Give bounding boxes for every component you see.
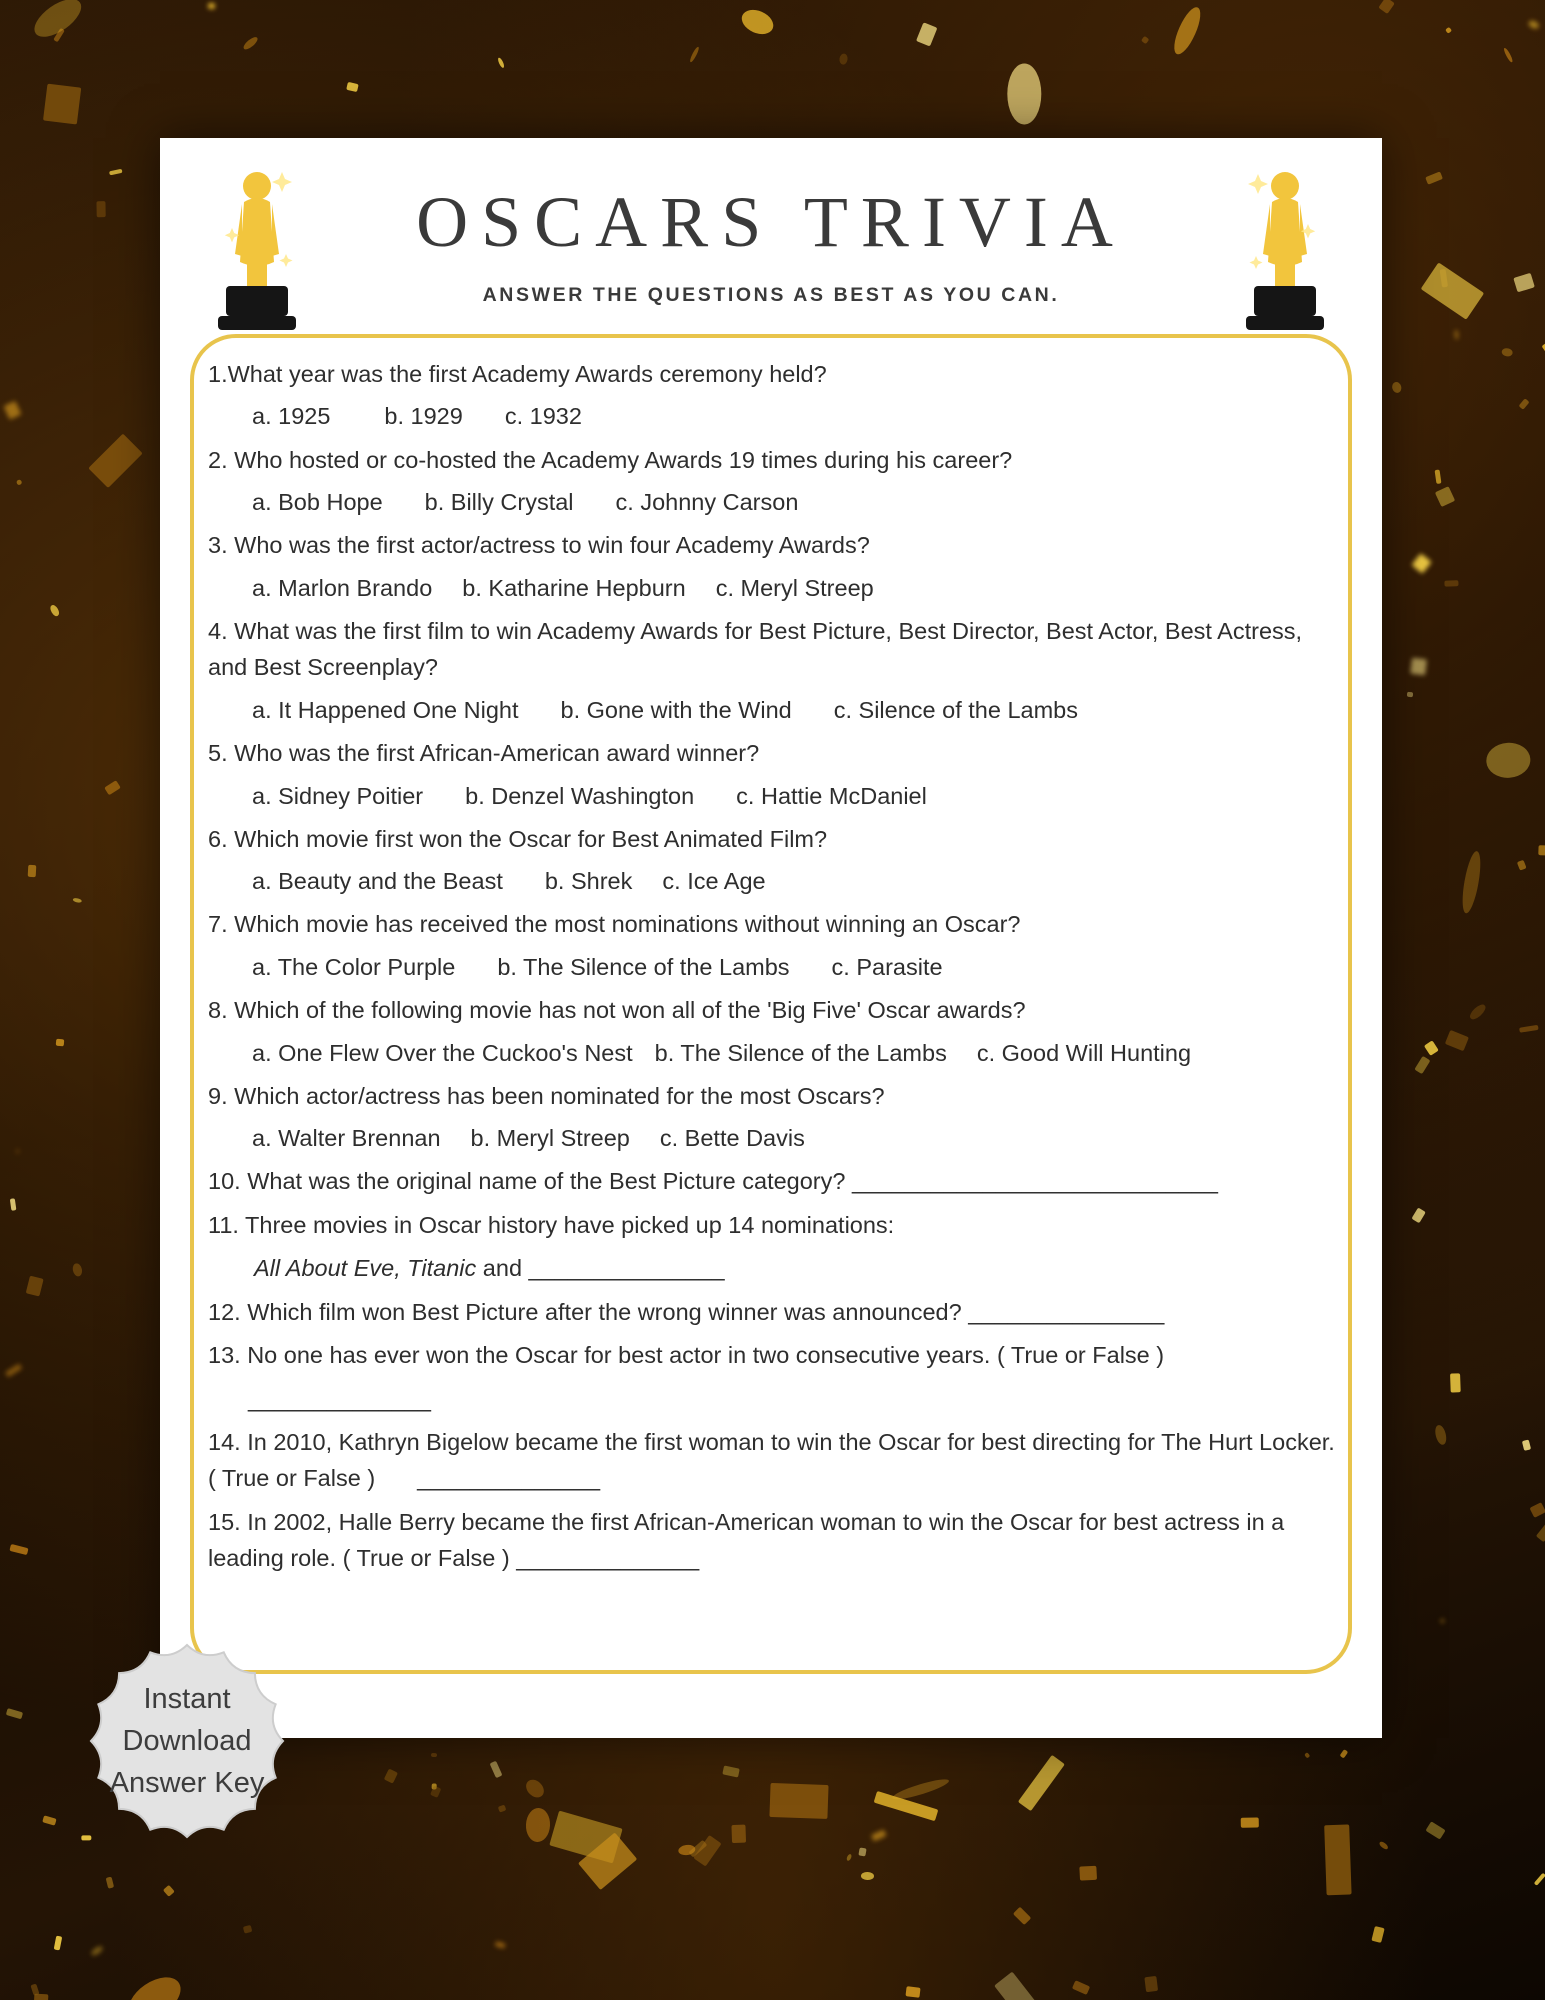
instant-download-badge xyxy=(76,1630,298,1852)
option[interactable]: b. Shrek xyxy=(544,868,633,895)
option[interactable]: a. It Happened One Night xyxy=(252,696,519,723)
oscar-statuette-icon xyxy=(1230,158,1340,358)
option[interactable]: b. The Silence of the Lambs xyxy=(654,1039,947,1066)
option[interactable]: b. Gone with the Wind xyxy=(560,696,792,723)
option[interactable]: a. Sidney Poitier xyxy=(252,782,424,809)
question-text: 4. What was the first film to win Academy Awards for Best Picture, Best Director, Best Actor, Best Actress, and Best Screenplay? xyxy=(208,618,1303,681)
option[interactable]: b. 1929 xyxy=(384,403,463,430)
question-text: 2. Who hosted or co-hosted the Academy Awards 19 times during his career? xyxy=(208,446,1013,473)
option[interactable]: a. Bob Hope xyxy=(252,489,383,516)
option[interactable]: c. Silence of the Lambs xyxy=(833,696,1078,723)
question-true-false: 13. No one has ever won the Oscar for best actor in two consecutive years. ( True or False ) xyxy=(208,1342,1165,1369)
option[interactable]: b. Denzel Washington xyxy=(465,782,695,809)
question-fill-blank[interactable]: 10. What was the original name of the Best Picture category? ____________________________ xyxy=(208,1168,1218,1195)
question-options xyxy=(208,950,1336,985)
option[interactable]: b. Meryl Streep xyxy=(470,1125,630,1152)
option[interactable]: c. Meryl Streep xyxy=(715,574,874,601)
question-text: 3. Who was the first actor/actress to win four Academy Awards? xyxy=(208,532,870,559)
question-true-false: 14. In 2010, Kathryn Bigelow became the first woman to win the Oscar for best directing for The Hurt Locker. ( True or False ) ______________ xyxy=(208,1429,1335,1492)
answer-blank[interactable]: ______________ xyxy=(248,1385,431,1412)
badge-line-2: Download xyxy=(122,1724,252,1757)
question-options xyxy=(208,693,1336,728)
question-fill-blank[interactable]: All About Eve, Titanic and _______________ xyxy=(254,1255,725,1282)
worksheet-header xyxy=(160,138,1382,338)
option[interactable]: c. Hattie McDaniel xyxy=(736,782,927,809)
quiz-body xyxy=(208,356,1336,1584)
question-options xyxy=(208,399,1336,434)
option[interactable]: b. Katharine Hepburn xyxy=(462,574,686,601)
option[interactable]: c. Ice Age xyxy=(662,868,766,895)
question-text: 11. Three movies in Oscar history have picked up 14 nominations: xyxy=(208,1211,895,1238)
movie-titles: All About Eve, Titanic xyxy=(254,1255,477,1282)
badge-line-3: Answer Key xyxy=(109,1767,265,1800)
question-text: 9. Which actor/actress has been nominated for the most Oscars? xyxy=(208,1082,885,1109)
option[interactable]: b. Billy Crystal xyxy=(424,489,574,516)
answer-blank[interactable]: ______________ xyxy=(417,1465,601,1492)
question-options xyxy=(208,1036,1336,1071)
badge-line-1: Instant xyxy=(143,1682,231,1715)
page-title: OSCARS TRIVIA xyxy=(416,182,1126,262)
option[interactable]: a. Beauty and the Beast xyxy=(252,868,503,895)
oscar-statuette-icon xyxy=(202,158,312,358)
question-fill-blank[interactable]: 12. Which film won Best Picture after the wrong winner was announced? _______________ xyxy=(208,1298,1165,1325)
question-text: 8. Which of the following movie has not won all of the 'Big Five' Oscar awards? xyxy=(208,997,1026,1024)
option[interactable]: c. Bette Davis xyxy=(659,1125,805,1152)
question-text: 5. Who was the first African-American award winner? xyxy=(208,740,760,767)
question-options xyxy=(208,571,1336,606)
question-text: 1.What year was the first Academy Awards ceremony held? xyxy=(208,361,827,387)
question-true-false: 15. In 2002, Halle Berry became the first African-American woman to win the Oscar for best actress in a leading role. ( True or False ) ______________ xyxy=(208,1508,1285,1572)
option[interactable]: a. One Flew Over the Cuckoo's Nest xyxy=(252,1039,633,1066)
option[interactable]: c. Johnny Carson xyxy=(615,489,799,516)
question-text: 7. Which movie has received the most nominations without winning an Oscar? xyxy=(208,911,1021,938)
question-options xyxy=(208,485,1336,520)
option[interactable]: a. 1925 xyxy=(252,403,331,430)
option[interactable]: a. Marlon Brando xyxy=(252,574,433,601)
option[interactable]: b. The Silence of the Lambs xyxy=(497,953,790,980)
option[interactable]: c. Parasite xyxy=(831,953,943,980)
page-subtitle: ANSWER THE QUESTIONS AS BEST AS YOU CAN. xyxy=(482,284,1060,306)
question-options xyxy=(208,779,1336,814)
option[interactable]: c. 1932 xyxy=(504,403,582,430)
question-options xyxy=(208,1121,1336,1156)
option[interactable]: a. Walter Brennan xyxy=(252,1125,441,1152)
option[interactable]: a. The Color Purple xyxy=(252,953,456,980)
worksheet-sheet xyxy=(160,138,1382,1738)
question-text: 6. Which movie first won the Oscar for Best Animated Film? xyxy=(208,825,828,852)
option[interactable]: c. Good Will Hunting xyxy=(976,1039,1192,1066)
question-options xyxy=(208,864,1336,899)
